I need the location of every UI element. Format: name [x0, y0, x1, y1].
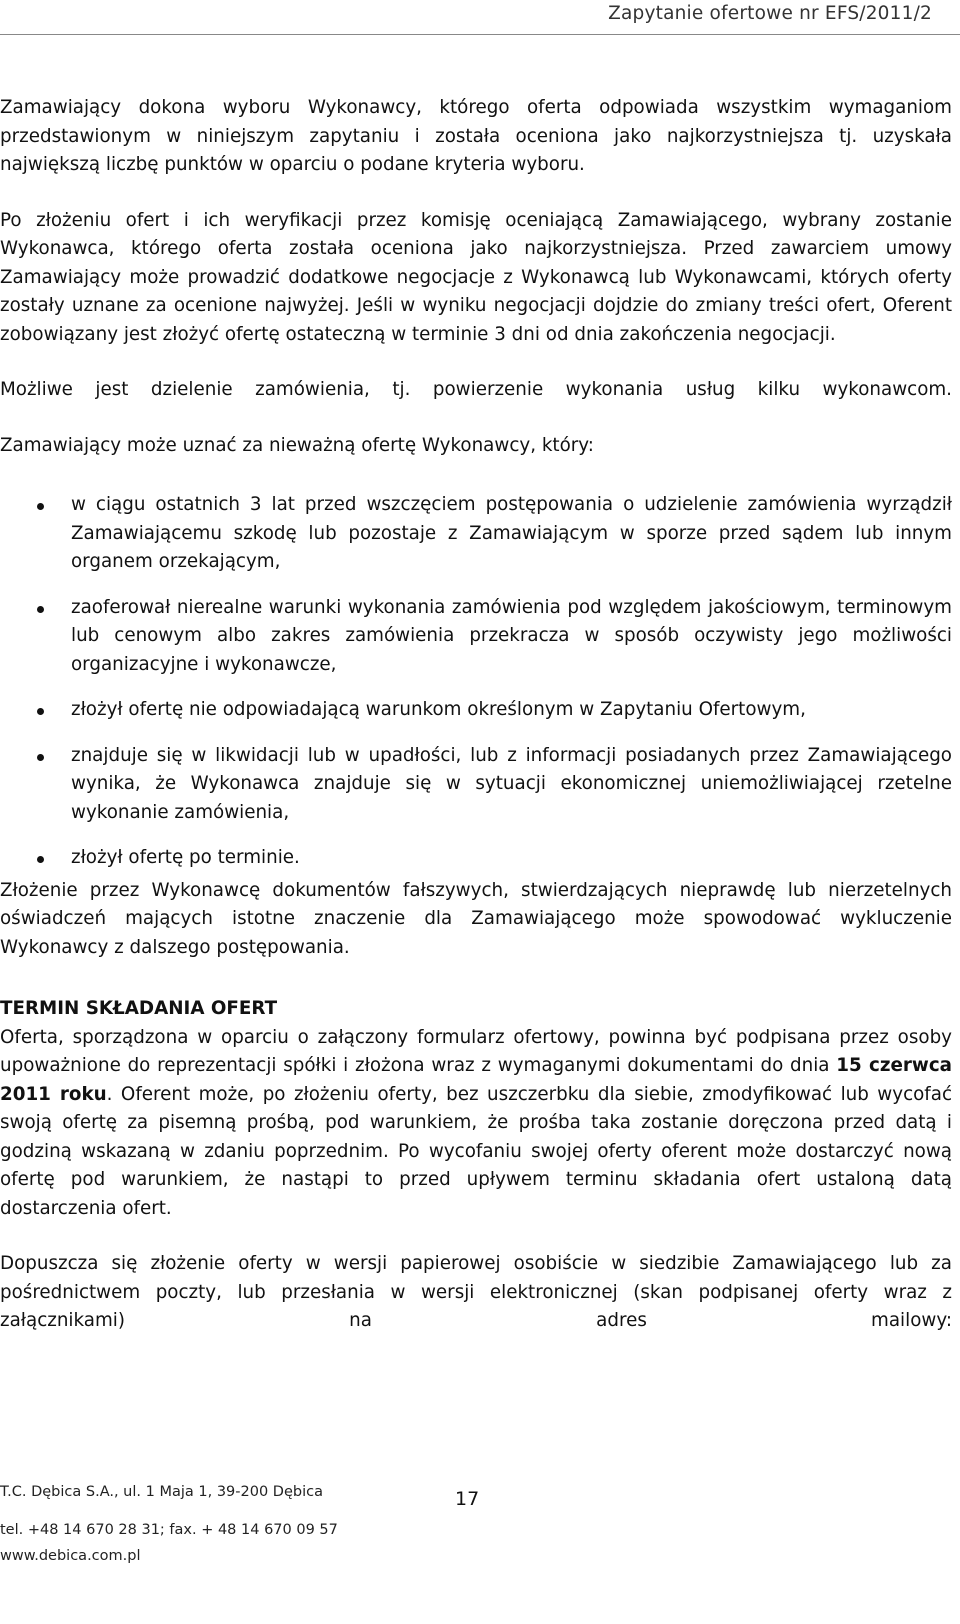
paragraph-submission: Dopuszcza się złożenie oferty w wersji papierowej osobiście w siedzibie Zamawiającego lub za pośrednictwem poczty, lub przesłania w wersji elektronicznej (skan podpisanej oferty wraz z załącznikami) na adres mailowy:: [0, 1253, 952, 1331]
invalid-offer-list: [0, 491, 952, 873]
paragraph-false-documents: Złożenie przez Wykonawcę dokumentów fałszywych, stwierdzających nieprawdę lub nierzetelnych oświadczeń mających istotne znaczenie dla Zamawiającego może spowodować wykluczenie Wykonawcy z dalszego postępowania.: [0, 879, 952, 958]
bullet-icon: [37, 708, 44, 715]
footer-phone: tel. +48 14 670 28 31; fax. + 48 14 670 09 57: [0, 1522, 338, 1538]
list-item: zaoferował nierealne warunki wykonania zamówienia pod względem jakościowym, terminowym lub cenowym albo zakres zamówienia przekracza w sposób oczywisty jego możliwości organizacyjne i wykonawcze,: [0, 594, 952, 680]
list-item: złożył ofertę nie odpowiadającą warunkom określonym w Zapytaniu Ofertowym,: [0, 696, 952, 725]
document-body: [0, 94, 952, 1336]
paragraph-division: Możliwe jest dzielenie zamówienia, tj. powierzenie wykonania usług kilku wykonawcom.: [0, 379, 952, 400]
bullet-icon: [37, 503, 44, 510]
paragraph-deadline: Oferta, sporządzona w oparciu o załączony formularz ofertowy, powinna być podpisana przez osoby upoważnione do reprezentacji spółki i złożona wraz z wymaganymi dokumentami do dnia 15 czerwca 2011 roku. Oferent może, po złożeniu oferty, bez uszczerbku dla siebie, zmodyfikować lub wycofać swoją ofertę za pisemną prośbą, pod warunkiem, że prośba taka zostanie doręczona przed datą i godziną wskazaną w zdaniu poprzednim. Po wycofaniu swojej oferty oferent może dostarczyć nową ofertę pod warunkiem, że nastąpi to przed upływem terminu składania ofert ustaloną datą dostarczenia ofert.: [0, 1026, 952, 1219]
list-item: znajduje się w likwidacji lub w upadłości, lub z informacji posiadanych przez Zamawiającego wynika, że Wykonawca znajduje się w sytuacji ekonomicznej uniemożliwiającej rzetelne wykonanie zamówienia,: [0, 742, 952, 828]
footer-company: T.C. Dębica S.A., ul. 1 Maja 1, 39-200 Dębica: [0, 1484, 323, 1500]
bullet-icon: [37, 856, 44, 863]
list-item: w ciągu ostatnich 3 lat przed wszczęciem postępowania o udzielenie zamówienia wyrządził Zamawiającemu szkodę lub pozostaje z Zamawiającym w sporze przed sądem lub innym organem orzekającym,: [0, 491, 952, 577]
bullet-icon: [37, 754, 44, 761]
page-header-title: Zapytanie ofertowe nr EFS/2011/2: [608, 3, 932, 24]
paragraph-negotiation: Po złożeniu ofert i ich weryfikacji przez komisję oceniającą Zamawiającego, wybrany zostanie Wykonawca, którego oferta została oceniona jako najkorzystniejsza. Przed zawarciem umowy Zamawiający może prowadzić dodatkowe negocjacje z Wykonawcą lub Wykonawcami, których oferty zostały uznane za ocenione najwyżej. Jeśli w wyniku negocjacji dojdzie do zmiany treści ofert, Oferent zobowiązany jest złożyć ofertę ostateczną w terminie 3 dni od dnia zakończenia negocjacji.: [0, 209, 952, 345]
footer-website: www.debica.com.pl: [0, 1548, 141, 1564]
list-item: złożył ofertę po terminie.: [0, 844, 952, 873]
deadline-date: 15 czerwca 2011 roku: [0, 1055, 952, 1105]
paragraph-selection: Zamawiający dokona wyboru Wykonawcy, którego oferta odpowiada wszystkim wymaganiom przedstawionym w niniejszym zapytaniu i została oceniona jako najkorzystniejsza tj. uzyskała największą liczbę punktów w oparciu o podane kryteria wyboru.: [0, 97, 952, 175]
paragraph-invalid-offer-intro: Zamawiający może uznać za nieważną ofertę Wykonawcy, który:: [0, 434, 594, 456]
header-divider: [0, 34, 960, 35]
bullet-icon: [37, 606, 44, 613]
page-number: 17: [455, 1488, 480, 1510]
section-heading: TERMIN SKŁADANIA OFERT: [0, 998, 278, 1019]
